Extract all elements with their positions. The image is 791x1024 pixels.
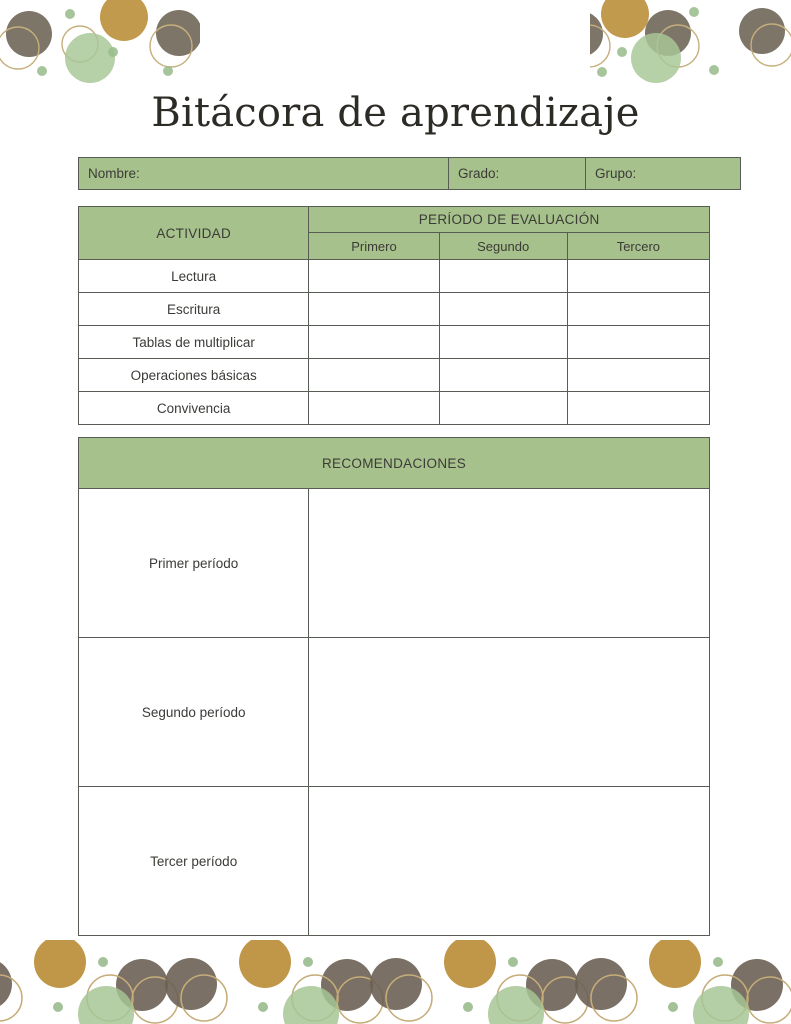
activity-label: Operaciones básicas: [79, 359, 309, 392]
column-header-actividad: ACTIVIDAD: [79, 207, 309, 260]
activity-segundo-input[interactable]: [439, 392, 567, 425]
table-row: [79, 359, 710, 392]
activity-primero-input[interactable]: [309, 293, 439, 326]
activity-tercero-input[interactable]: [567, 293, 709, 326]
recommendation-text-area[interactable]: [309, 638, 710, 787]
activity-tercero-input[interactable]: [567, 392, 709, 425]
recommendations-header-row: [79, 438, 710, 489]
recommendations-header: RECOMENDACIONES: [79, 438, 710, 489]
recommendations-table: [78, 437, 710, 936]
table-row: [79, 638, 710, 787]
recommendation-period-label: Tercer período: [79, 787, 309, 936]
activity-primero-input[interactable]: [309, 359, 439, 392]
field-grado[interactable]: Grado:: [449, 158, 586, 190]
activity-primero-input[interactable]: [309, 326, 439, 359]
recommendation-period-label: Segundo período: [79, 638, 309, 787]
table-row: [79, 392, 710, 425]
column-header-segundo: Segundo: [439, 233, 567, 260]
column-header-primero: Primero: [309, 233, 439, 260]
table-row: [79, 293, 710, 326]
activity-primero-input[interactable]: [309, 260, 439, 293]
table-row: [79, 489, 710, 638]
activity-segundo-input[interactable]: [439, 359, 567, 392]
activity-segundo-input[interactable]: [439, 260, 567, 293]
activity-tercero-input[interactable]: [567, 359, 709, 392]
recommendation-period-label: Primer período: [79, 489, 309, 638]
table-row: [79, 326, 710, 359]
column-header-periodo: PERÍODO DE EVALUACIÓN: [309, 207, 710, 233]
field-grupo[interactable]: Grupo:: [586, 158, 741, 190]
evaluation-header-row: [79, 207, 710, 233]
field-nombre[interactable]: Nombre:: [79, 158, 449, 190]
activity-tercero-input[interactable]: [567, 326, 709, 359]
identity-row: [79, 158, 741, 190]
page-title: Bitácora de aprendizaje: [151, 90, 640, 136]
activity-label: Escritura: [79, 293, 309, 326]
recommendation-text-area[interactable]: [309, 787, 710, 936]
activity-tercero-input[interactable]: [567, 260, 709, 293]
recommendation-text-area[interactable]: [309, 489, 710, 638]
identity-table: [78, 157, 741, 190]
activity-primero-input[interactable]: [309, 392, 439, 425]
activity-label: Tablas de multiplicar: [79, 326, 309, 359]
column-header-tercero: Tercero: [567, 233, 709, 260]
activity-segundo-input[interactable]: [439, 326, 567, 359]
table-row: [79, 260, 710, 293]
activity-label: Lectura: [79, 260, 309, 293]
table-row: [79, 787, 710, 936]
activity-label: Convivencia: [79, 392, 309, 425]
activity-segundo-input[interactable]: [439, 293, 567, 326]
evaluation-table: [78, 206, 710, 425]
